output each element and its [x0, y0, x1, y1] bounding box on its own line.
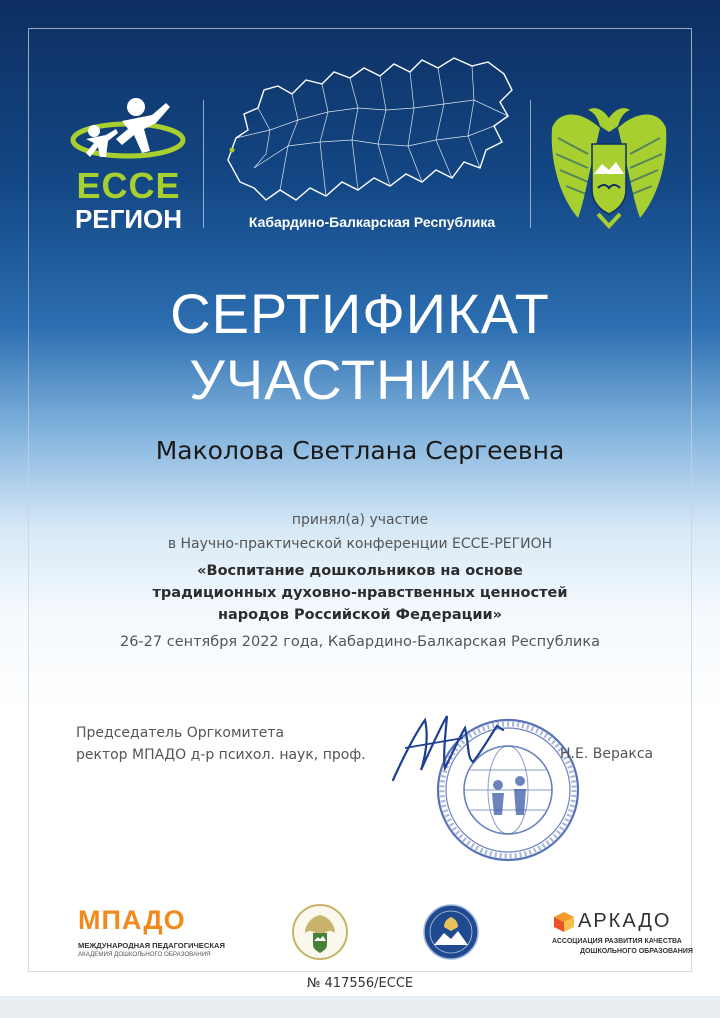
arkado-subtitle-1: АССОЦИАЦИЯ РАЗВИТИЯ КАЧЕСТВА [552, 938, 682, 945]
ministry-emblem-icon [422, 903, 480, 961]
running-figures-icon [66, 95, 191, 175]
mpado-logo [78, 905, 225, 961]
mpado-subtitle-2: АКАДЕМИЯ ДОШКОЛЬНОГО ОБРАЗОВАНИЯ [78, 951, 211, 958]
region-word: РЕГИОН [74, 204, 183, 234]
header-divider-left [203, 100, 204, 228]
kbr-emblem-icon [291, 903, 349, 961]
conference-topic [60, 560, 660, 626]
certificate-number: № 417556/ЕССЕ [306, 976, 414, 991]
esse-region-logo [66, 95, 191, 235]
topic-line-1: «Воспитание дошкольников на основе [197, 563, 523, 579]
mpado-subtitle-1: МЕЖДУНАРОДНАЯ ПЕДАГОГИЧЕСКАЯ [78, 941, 225, 950]
accepted-text: принял(а) участие [291, 512, 429, 528]
signatory-name: Н.Е. Веракса [560, 746, 654, 762]
arkado-word: АРКАДО [578, 910, 672, 932]
arkado-logo [552, 908, 693, 960]
participant-name: Маколова Светлана Сергеевна [155, 436, 565, 465]
bottom-strip [0, 996, 720, 1018]
region-label: Кабардино-Балкарская Республика [248, 214, 496, 230]
topic-line-2: традиционных духовно-нравственных ценностей [152, 585, 568, 601]
signature-icon [385, 708, 515, 788]
header-divider-right [530, 100, 531, 228]
arkado-subtitle-2: ДОШКОЛЬНОГО ОБРАЗОВАНИЯ [580, 948, 693, 955]
eagle-coat-of-arms-icon [548, 98, 670, 230]
signatory-role [76, 722, 366, 766]
signatory-role-line1: Председатель Оргкомитета [76, 725, 285, 741]
certificate-title-line2: УЧАСТНИКА [189, 348, 531, 411]
conference-text: в Научно-практической конференции ЕССЕ-РЕГИОН [167, 536, 553, 552]
esse-word: ЕССЕ [76, 165, 181, 206]
arkado-cube-icon [552, 910, 576, 934]
date-place-text: 26-27 сентября 2022 года, Кабардино-Балкарская Республика [119, 634, 600, 650]
topic-line-3: народов Российской Федерации» [217, 607, 503, 623]
certificate-title-line1: СЕРТИФИКАТ [170, 282, 550, 345]
mpado-word: МПАДО [78, 905, 186, 935]
signatory-role-line2: ректор МПАДО д-р психол. наук, проф. [76, 747, 366, 763]
russia-map-icon [218, 50, 518, 215]
